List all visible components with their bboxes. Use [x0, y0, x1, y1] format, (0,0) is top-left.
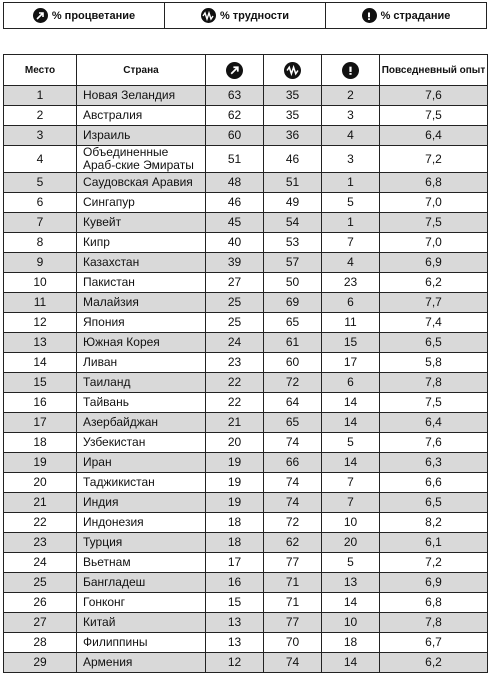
cell-suffering: 7 — [322, 493, 380, 513]
cell-suffering: 11 — [322, 313, 380, 333]
cell-rank: 29 — [4, 653, 77, 673]
cell-country: Япония — [77, 313, 206, 333]
cell-thriving: 19 — [206, 493, 264, 513]
cell-country: Турция — [77, 533, 206, 553]
table-row — [4, 213, 488, 233]
table-row — [4, 193, 488, 213]
cell-rank: 26 — [4, 593, 77, 613]
cell-daily-experience: 7,5 — [380, 393, 488, 413]
header-thriving — [206, 55, 264, 86]
cell-country: Гонконг — [77, 593, 206, 613]
cell-country: Ливан — [77, 353, 206, 373]
cell-suffering: 6 — [322, 293, 380, 313]
cell-difficulty: 74 — [264, 433, 322, 453]
table-row — [4, 513, 488, 533]
cell-suffering: 14 — [322, 413, 380, 433]
cell-rank: 9 — [4, 253, 77, 273]
cell-country: Иран — [77, 453, 206, 473]
table-row — [4, 653, 488, 673]
cell-rank: 19 — [4, 453, 77, 473]
cell-daily-experience: 7,2 — [380, 553, 488, 573]
cell-difficulty: 50 — [264, 273, 322, 293]
cell-suffering: 7 — [322, 233, 380, 253]
cell-country: Малайзия — [77, 293, 206, 313]
table-row — [4, 533, 488, 553]
cell-daily-experience: 7,7 — [380, 293, 488, 313]
cell-difficulty: 62 — [264, 533, 322, 553]
table-row — [4, 593, 488, 613]
cell-difficulty: 65 — [264, 313, 322, 333]
table-row — [4, 253, 488, 273]
legend-suffering-label: % страдание — [380, 9, 451, 22]
cell-thriving: 13 — [206, 613, 264, 633]
table-row — [4, 173, 488, 193]
wave-icon — [284, 62, 301, 79]
cell-daily-experience: 6,4 — [380, 126, 488, 146]
cell-country: Армения — [77, 653, 206, 673]
cell-thriving: 21 — [206, 413, 264, 433]
cell-rank: 2 — [4, 106, 77, 126]
cell-country: Казахстан — [77, 253, 206, 273]
cell-difficulty: 74 — [264, 653, 322, 673]
cell-thriving: 40 — [206, 233, 264, 253]
cell-thriving: 48 — [206, 173, 264, 193]
cell-thriving: 18 — [206, 513, 264, 533]
cell-difficulty: 61 — [264, 333, 322, 353]
cell-difficulty: 57 — [264, 253, 322, 273]
exclamation-icon — [342, 62, 359, 79]
table-row — [4, 146, 488, 173]
cell-difficulty: 36 — [264, 126, 322, 146]
table-row — [4, 413, 488, 433]
table-row — [4, 106, 488, 126]
cell-daily-experience: 7,0 — [380, 193, 488, 213]
cell-suffering: 20 — [322, 533, 380, 553]
table-row — [4, 633, 488, 653]
cell-suffering: 1 — [322, 173, 380, 193]
cell-daily-experience: 7,2 — [380, 146, 488, 173]
cell-difficulty: 53 — [264, 233, 322, 253]
cell-daily-experience: 6,9 — [380, 253, 488, 273]
table-row — [4, 573, 488, 593]
cell-rank: 11 — [4, 293, 77, 313]
cell-daily-experience: 6,8 — [380, 593, 488, 613]
cell-daily-experience: 6,6 — [380, 473, 488, 493]
cell-difficulty: 72 — [264, 373, 322, 393]
table-row — [4, 333, 488, 353]
table-row — [4, 553, 488, 573]
cell-daily-experience: 6,2 — [380, 653, 488, 673]
cell-country: Таджикистан — [77, 473, 206, 493]
cell-country: Филиппины — [77, 633, 206, 653]
exclamation-icon — [362, 8, 377, 23]
cell-suffering: 10 — [322, 513, 380, 533]
cell-difficulty: 71 — [264, 593, 322, 613]
cell-thriving: 45 — [206, 213, 264, 233]
legend-bar — [3, 2, 487, 29]
table-row — [4, 613, 488, 633]
header-suffering — [322, 55, 380, 86]
cell-daily-experience: 7,5 — [380, 106, 488, 126]
cell-daily-experience: 7,8 — [380, 373, 488, 393]
table-row — [4, 233, 488, 253]
cell-thriving: 27 — [206, 273, 264, 293]
cell-thriving: 18 — [206, 533, 264, 553]
cell-thriving: 13 — [206, 633, 264, 653]
arrow-up-right-icon — [226, 62, 243, 79]
table-row — [4, 473, 488, 493]
cell-daily-experience: 8,2 — [380, 513, 488, 533]
cell-daily-experience: 6,4 — [380, 413, 488, 433]
cell-rank: 5 — [4, 173, 77, 193]
cell-daily-experience: 6,1 — [380, 533, 488, 553]
cell-suffering: 14 — [322, 453, 380, 473]
cell-suffering: 17 — [322, 353, 380, 373]
cell-difficulty: 54 — [264, 213, 322, 233]
cell-daily-experience: 6,8 — [380, 173, 488, 193]
cell-suffering: 5 — [322, 553, 380, 573]
cell-daily-experience: 6,2 — [380, 273, 488, 293]
table-row — [4, 273, 488, 293]
cell-thriving: 39 — [206, 253, 264, 273]
cell-difficulty: 70 — [264, 633, 322, 653]
cell-thriving: 22 — [206, 393, 264, 413]
cell-difficulty: 74 — [264, 493, 322, 513]
cell-suffering: 1 — [322, 213, 380, 233]
cell-suffering: 10 — [322, 613, 380, 633]
cell-daily-experience: 6,5 — [380, 333, 488, 353]
table-row — [4, 393, 488, 413]
cell-suffering: 23 — [322, 273, 380, 293]
legend-difficulty-label: % трудности — [219, 9, 290, 22]
cell-suffering: 5 — [322, 433, 380, 453]
cell-suffering: 4 — [322, 253, 380, 273]
cell-difficulty: 77 — [264, 553, 322, 573]
cell-rank: 8 — [4, 233, 77, 253]
cell-thriving: 22 — [206, 373, 264, 393]
table-row — [4, 313, 488, 333]
cell-difficulty: 66 — [264, 453, 322, 473]
cell-rank: 25 — [4, 573, 77, 593]
table-header-row — [4, 55, 488, 86]
cell-rank: 23 — [4, 533, 77, 553]
cell-rank: 28 — [4, 633, 77, 653]
cell-country: Кувейт — [77, 213, 206, 233]
cell-rank: 4 — [4, 146, 77, 173]
cell-country: Узбекистан — [77, 433, 206, 453]
cell-thriving: 60 — [206, 126, 264, 146]
cell-country: Пакистан — [77, 273, 206, 293]
table-row — [4, 86, 488, 106]
cell-suffering: 13 — [322, 573, 380, 593]
cell-difficulty: 77 — [264, 613, 322, 633]
cell-rank: 27 — [4, 613, 77, 633]
cell-rank: 7 — [4, 213, 77, 233]
wave-icon — [201, 8, 216, 23]
cell-rank: 21 — [4, 493, 77, 513]
cell-country: Азербайджан — [77, 413, 206, 433]
cell-thriving: 25 — [206, 293, 264, 313]
cell-rank: 12 — [4, 313, 77, 333]
cell-rank: 22 — [4, 513, 77, 533]
cell-daily-experience: 7,0 — [380, 233, 488, 253]
table-row — [4, 373, 488, 393]
cell-thriving: 24 — [206, 333, 264, 353]
cell-country: Австралия — [77, 106, 206, 126]
cell-daily-experience: 7,4 — [380, 313, 488, 333]
header-country: Страна — [77, 55, 206, 86]
cell-rank: 1 — [4, 86, 77, 106]
cell-thriving: 16 — [206, 573, 264, 593]
cell-country: Вьетнам — [77, 553, 206, 573]
cell-country: Бангладеш — [77, 573, 206, 593]
cell-suffering: 18 — [322, 633, 380, 653]
cell-thriving: 46 — [206, 193, 264, 213]
header-difficulty — [264, 55, 322, 86]
cell-suffering: 3 — [322, 106, 380, 126]
cell-daily-experience: 6,3 — [380, 453, 488, 473]
cell-suffering: 14 — [322, 593, 380, 613]
cell-daily-experience: 7,6 — [380, 433, 488, 453]
cell-country: Индия — [77, 493, 206, 513]
cell-rank: 6 — [4, 193, 77, 213]
cell-daily-experience: 6,9 — [380, 573, 488, 593]
cell-thriving: 12 — [206, 653, 264, 673]
cell-difficulty: 49 — [264, 193, 322, 213]
cell-thriving: 17 — [206, 553, 264, 573]
cell-rank: 18 — [4, 433, 77, 453]
table-row — [4, 126, 488, 146]
cell-suffering: 4 — [322, 126, 380, 146]
cell-difficulty: 35 — [264, 86, 322, 106]
table-row — [4, 433, 488, 453]
cell-country: Объединенные Араб-ские Эмираты — [77, 146, 206, 173]
table-row — [4, 493, 488, 513]
cell-rank: 24 — [4, 553, 77, 573]
cell-daily-experience: 6,5 — [380, 493, 488, 513]
cell-difficulty: 35 — [264, 106, 322, 126]
cell-rank: 15 — [4, 373, 77, 393]
cell-country: Израиль — [77, 126, 206, 146]
cell-thriving: 19 — [206, 453, 264, 473]
legend-thriving — [4, 3, 165, 28]
header-rank: Место — [4, 55, 77, 86]
legend-thriving-label: % процветание — [51, 9, 136, 22]
cell-suffering: 5 — [322, 193, 380, 213]
cell-difficulty: 46 — [264, 146, 322, 173]
cell-rank: 17 — [4, 413, 77, 433]
legend-difficulty — [165, 3, 326, 28]
cell-country: Тайвань — [77, 393, 206, 413]
cell-difficulty: 60 — [264, 353, 322, 373]
cell-country: Новая Зеландия — [77, 86, 206, 106]
cell-suffering: 14 — [322, 653, 380, 673]
cell-country: Индонезия — [77, 513, 206, 533]
cell-difficulty: 69 — [264, 293, 322, 313]
cell-daily-experience: 5,8 — [380, 353, 488, 373]
cell-country: Южная Корея — [77, 333, 206, 353]
header-daily-experience: Повседневный опыт — [380, 55, 488, 86]
cell-daily-experience: 6,7 — [380, 633, 488, 653]
country-table — [3, 54, 488, 673]
cell-thriving: 62 — [206, 106, 264, 126]
cell-suffering: 15 — [322, 333, 380, 353]
arrow-up-right-icon — [33, 8, 48, 23]
cell-difficulty: 72 — [264, 513, 322, 533]
cell-thriving: 25 — [206, 313, 264, 333]
cell-thriving: 23 — [206, 353, 264, 373]
cell-difficulty: 51 — [264, 173, 322, 193]
cell-rank: 3 — [4, 126, 77, 146]
cell-daily-experience: 7,8 — [380, 613, 488, 633]
table-row — [4, 453, 488, 473]
cell-thriving: 15 — [206, 593, 264, 613]
cell-rank: 10 — [4, 273, 77, 293]
cell-suffering: 7 — [322, 473, 380, 493]
cell-suffering: 6 — [322, 373, 380, 393]
cell-difficulty: 74 — [264, 473, 322, 493]
cell-rank: 16 — [4, 393, 77, 413]
cell-country: Таиланд — [77, 373, 206, 393]
cell-country: Сингапур — [77, 193, 206, 213]
table-row — [4, 293, 488, 313]
legend-suffering — [326, 3, 486, 28]
table-row — [4, 353, 488, 373]
cell-thriving: 19 — [206, 473, 264, 493]
cell-daily-experience: 7,5 — [380, 213, 488, 233]
cell-difficulty: 71 — [264, 573, 322, 593]
cell-rank: 13 — [4, 333, 77, 353]
cell-suffering: 14 — [322, 393, 380, 413]
cell-daily-experience: 7,6 — [380, 86, 488, 106]
cell-suffering: 2 — [322, 86, 380, 106]
cell-thriving: 20 — [206, 433, 264, 453]
cell-thriving: 51 — [206, 146, 264, 173]
cell-thriving: 63 — [206, 86, 264, 106]
cell-country: Китай — [77, 613, 206, 633]
table-body — [4, 86, 488, 673]
cell-difficulty: 64 — [264, 393, 322, 413]
cell-suffering: 3 — [322, 146, 380, 173]
cell-rank: 14 — [4, 353, 77, 373]
cell-difficulty: 65 — [264, 413, 322, 433]
cell-rank: 20 — [4, 473, 77, 493]
cell-country: Саудовская Аравия — [77, 173, 206, 193]
cell-country: Кипр — [77, 233, 206, 253]
